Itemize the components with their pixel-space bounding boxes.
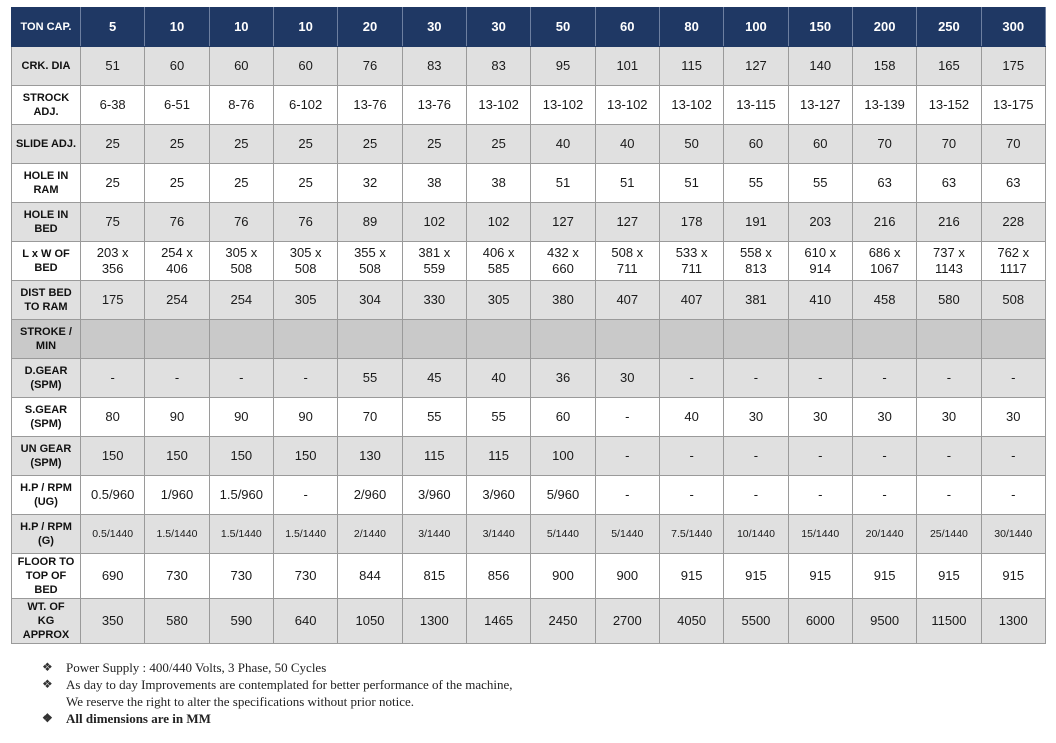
table-cell: 178 — [659, 203, 723, 242]
table-cell: - — [724, 476, 788, 515]
table-cell: 55 — [788, 164, 852, 203]
table-cell: 3/1440 — [466, 515, 530, 554]
row-label-cell: HOLE IN BED — [12, 203, 81, 242]
table-cell: 13-102 — [595, 86, 659, 125]
table-cell: 1050 — [338, 599, 402, 644]
table-cell: 95 — [531, 47, 595, 86]
header-cell: 60 — [595, 8, 659, 47]
table-cell: 76 — [145, 203, 209, 242]
table-cell: 63 — [981, 164, 1045, 203]
table-cell: 305 x 508 — [273, 242, 337, 281]
table-cell: 915 — [724, 554, 788, 599]
table-cell: 90 — [273, 398, 337, 437]
table-cell: 558 x 813 — [724, 242, 788, 281]
table-cell: 191 — [724, 203, 788, 242]
table-cell: 55 — [338, 359, 402, 398]
table-cell — [659, 320, 723, 359]
table-cell — [852, 320, 916, 359]
specification-table — [11, 7, 1046, 644]
table-cell: 13-115 — [724, 86, 788, 125]
row-label-cell: SLIDE ADJ. — [12, 125, 81, 164]
table-cell: 350 — [81, 599, 145, 644]
table-header-row — [12, 8, 1046, 47]
table-cell: 900 — [531, 554, 595, 599]
table-cell: 63 — [917, 164, 981, 203]
table-cell: 590 — [209, 599, 273, 644]
table-cell: 730 — [209, 554, 273, 599]
table-cell: 410 — [788, 281, 852, 320]
table-cell: 254 x 406 — [145, 242, 209, 281]
table-cell: 432 x 660 — [531, 242, 595, 281]
table-cell: 127 — [531, 203, 595, 242]
table-cell: 3/960 — [402, 476, 466, 515]
note-power-supply — [42, 659, 513, 676]
table-row — [12, 437, 1046, 476]
table-cell: 60 — [273, 47, 337, 86]
table-cell: 355 x 508 — [338, 242, 402, 281]
header-cell: 300 — [981, 8, 1045, 47]
table-cell: - — [788, 476, 852, 515]
table-cell: 5/960 — [531, 476, 595, 515]
table-cell: 5/1440 — [531, 515, 595, 554]
table-cell: 13-152 — [917, 86, 981, 125]
table-cell: 10/1440 — [724, 515, 788, 554]
table-row — [12, 554, 1046, 599]
table-cell: 1300 — [981, 599, 1045, 644]
table-cell: - — [659, 437, 723, 476]
table-cell: 83 — [402, 47, 466, 86]
table-cell: 140 — [788, 47, 852, 86]
table-cell: - — [273, 359, 337, 398]
table-cell: 50 — [659, 125, 723, 164]
table-cell: 90 — [145, 398, 209, 437]
table-row — [12, 164, 1046, 203]
table-cell: 381 — [724, 281, 788, 320]
table-cell: 5500 — [724, 599, 788, 644]
table-cell — [595, 320, 659, 359]
table-cell: 3/960 — [466, 476, 530, 515]
table-cell: 89 — [338, 203, 402, 242]
table-cell: - — [659, 359, 723, 398]
table-cell: 127 — [595, 203, 659, 242]
table-cell: 2450 — [531, 599, 595, 644]
table-cell: 915 — [659, 554, 723, 599]
table-cell: 76 — [273, 203, 337, 242]
table-cell: 304 — [338, 281, 402, 320]
table-cell: 4050 — [659, 599, 723, 644]
table-cell: 13-102 — [659, 86, 723, 125]
table-cell — [724, 320, 788, 359]
table-cell: 60 — [531, 398, 595, 437]
table-cell: - — [81, 359, 145, 398]
table-cell: 407 — [595, 281, 659, 320]
table-row — [12, 242, 1046, 281]
table-cell: - — [788, 437, 852, 476]
table-cell: 90 — [209, 398, 273, 437]
table-cell: 1.5/960 — [209, 476, 273, 515]
row-label-cell: HOLE IN RAM — [12, 164, 81, 203]
table-cell: 175 — [81, 281, 145, 320]
table-cell: - — [852, 476, 916, 515]
table-cell: 51 — [595, 164, 659, 203]
table-row — [12, 359, 1046, 398]
table-cell: 844 — [338, 554, 402, 599]
table-cell: 6-102 — [273, 86, 337, 125]
table-cell: 13-139 — [852, 86, 916, 125]
table-cell: 70 — [917, 125, 981, 164]
table-cell: 115 — [659, 47, 723, 86]
table-cell: 216 — [917, 203, 981, 242]
table-cell: 2/1440 — [338, 515, 402, 554]
row-label-cell: D.GEAR (SPM) — [12, 359, 81, 398]
table-row — [12, 86, 1046, 125]
header-cell: 250 — [917, 8, 981, 47]
table-cell: - — [145, 359, 209, 398]
table-cell: 102 — [402, 203, 466, 242]
table-cell: 580 — [917, 281, 981, 320]
table-cell: 32 — [338, 164, 402, 203]
table-cell: 580 — [145, 599, 209, 644]
table-cell: 13-102 — [466, 86, 530, 125]
header-label-cell: TON CAP. — [12, 8, 81, 47]
table-cell: 150 — [81, 437, 145, 476]
table-cell: 730 — [145, 554, 209, 599]
table-cell: 76 — [209, 203, 273, 242]
table-cell: 2700 — [595, 599, 659, 644]
header-cell: 30 — [402, 8, 466, 47]
table-cell: 305 — [273, 281, 337, 320]
table-cell: 115 — [402, 437, 466, 476]
note-improvements-line2: We reserve the right to alter the specifications without prior notice. — [66, 694, 415, 709]
table-row — [12, 281, 1046, 320]
row-label-cell: DIST BED TO RAM — [12, 281, 81, 320]
table-cell: 7.5/1440 — [659, 515, 723, 554]
table-row — [12, 515, 1046, 554]
table-cell: 51 — [659, 164, 723, 203]
table-cell: 25 — [338, 125, 402, 164]
table-cell: 915 — [852, 554, 916, 599]
table-cell: 115 — [466, 437, 530, 476]
table-cell: 45 — [402, 359, 466, 398]
table-cell: 150 — [273, 437, 337, 476]
table-cell: 13-175 — [981, 86, 1045, 125]
row-label-cell: UN GEAR (SPM) — [12, 437, 81, 476]
table-cell: 815 — [402, 554, 466, 599]
table-cell: 216 — [852, 203, 916, 242]
table-cell: - — [595, 398, 659, 437]
table-cell: 25 — [145, 125, 209, 164]
table-cell: - — [659, 476, 723, 515]
table-cell: 1/960 — [145, 476, 209, 515]
table-cell: 55 — [402, 398, 466, 437]
table-cell: 150 — [145, 437, 209, 476]
table-cell: 9500 — [852, 599, 916, 644]
table-cell — [402, 320, 466, 359]
table-cell: 76 — [338, 47, 402, 86]
table-cell: 40 — [531, 125, 595, 164]
table-cell — [338, 320, 402, 359]
table-cell: 13-76 — [338, 86, 402, 125]
table-cell: - — [981, 437, 1045, 476]
header-cell: 80 — [659, 8, 723, 47]
table-cell: 40 — [466, 359, 530, 398]
table-cell: - — [917, 359, 981, 398]
table-cell: - — [788, 359, 852, 398]
table-cell: - — [209, 359, 273, 398]
table-cell: 13-127 — [788, 86, 852, 125]
table-row — [12, 203, 1046, 242]
table-cell: 30 — [788, 398, 852, 437]
table-cell — [273, 320, 337, 359]
table-cell: 15/1440 — [788, 515, 852, 554]
table-row — [12, 320, 1046, 359]
note-power-supply-text: Power Supply : 400/440 Volts, 3 Phase, 50 Cycles — [66, 660, 327, 675]
row-label-cell: S.GEAR (SPM) — [12, 398, 81, 437]
table-cell: 915 — [788, 554, 852, 599]
table-row — [12, 47, 1046, 86]
note-dimensions-text: All dimensions are in MM — [66, 711, 211, 726]
table-cell: 40 — [595, 125, 659, 164]
header-cell: 10 — [209, 8, 273, 47]
table-cell: 737 x 1143 — [917, 242, 981, 281]
table-cell: 380 — [531, 281, 595, 320]
table-cell: - — [852, 437, 916, 476]
table-cell — [145, 320, 209, 359]
row-label-cell: FLOOR TO TOP OF BED — [12, 554, 81, 599]
row-label-cell: H.P / RPM (G) — [12, 515, 81, 554]
table-cell: 30 — [595, 359, 659, 398]
table-cell: 458 — [852, 281, 916, 320]
table-cell: 30 — [981, 398, 1045, 437]
table-cell: 6000 — [788, 599, 852, 644]
table-cell: 60 — [788, 125, 852, 164]
table-cell: 70 — [852, 125, 916, 164]
table-cell — [917, 320, 981, 359]
table-cell: - — [724, 437, 788, 476]
header-cell: 10 — [273, 8, 337, 47]
table-cell: 63 — [852, 164, 916, 203]
table-cell: 533 x 711 — [659, 242, 723, 281]
table-cell: 1.5/1440 — [209, 515, 273, 554]
table-cell: 6-38 — [81, 86, 145, 125]
table-cell: 25 — [466, 125, 530, 164]
table-cell: 407 — [659, 281, 723, 320]
table-cell: 8-76 — [209, 86, 273, 125]
table-cell: 13-76 — [402, 86, 466, 125]
table-row — [12, 125, 1046, 164]
note-dimensions — [42, 710, 513, 727]
table-cell: - — [273, 476, 337, 515]
table-cell: 0.5/960 — [81, 476, 145, 515]
table-cell: 305 — [466, 281, 530, 320]
table-cell: 60 — [209, 47, 273, 86]
table-cell: 150 — [209, 437, 273, 476]
table-cell: 856 — [466, 554, 530, 599]
header-cell: 200 — [852, 8, 916, 47]
table-cell: 508 — [981, 281, 1045, 320]
table-cell — [531, 320, 595, 359]
table-cell — [466, 320, 530, 359]
table-cell: 915 — [917, 554, 981, 599]
table-cell: 25 — [209, 164, 273, 203]
table-cell: 70 — [338, 398, 402, 437]
table-cell: 5/1440 — [595, 515, 659, 554]
table-cell: 690 — [81, 554, 145, 599]
table-cell: 100 — [531, 437, 595, 476]
row-label-cell: CRK. DIA — [12, 47, 81, 86]
table-cell: 25 — [273, 125, 337, 164]
table-cell — [81, 320, 145, 359]
note-improvements — [42, 676, 513, 710]
table-cell: 11500 — [917, 599, 981, 644]
table-cell: 55 — [466, 398, 530, 437]
table-cell: 75 — [81, 203, 145, 242]
table-cell: 13-102 — [531, 86, 595, 125]
table-cell: 30 — [724, 398, 788, 437]
table-cell: 330 — [402, 281, 466, 320]
table-cell: 203 x 356 — [81, 242, 145, 281]
diamond-bullet-icon: ❖ — [42, 660, 53, 674]
table-cell: 25/1440 — [917, 515, 981, 554]
header-cell: 20 — [338, 8, 402, 47]
table-cell: 127 — [724, 47, 788, 86]
table-cell: 254 — [209, 281, 273, 320]
table-cell — [209, 320, 273, 359]
table-cell: - — [852, 359, 916, 398]
table-cell: 25 — [273, 164, 337, 203]
table-cell: 3/1440 — [402, 515, 466, 554]
header-cell: 100 — [724, 8, 788, 47]
row-label-cell: STROKE / MIN — [12, 320, 81, 359]
table-cell — [788, 320, 852, 359]
table-cell: 175 — [981, 47, 1045, 86]
table-row — [12, 398, 1046, 437]
table-cell: 254 — [145, 281, 209, 320]
table-cell: 20/1440 — [852, 515, 916, 554]
table-cell: 228 — [981, 203, 1045, 242]
table-cell: - — [724, 359, 788, 398]
table-cell: 762 x 1117 — [981, 242, 1045, 281]
table-row — [12, 476, 1046, 515]
table-cell: 203 — [788, 203, 852, 242]
row-label-cell: WT. OF KG APPROX — [12, 599, 81, 644]
table-cell: 36 — [531, 359, 595, 398]
specification-table-body — [12, 8, 1046, 644]
table-cell: 30 — [917, 398, 981, 437]
table-cell: 1465 — [466, 599, 530, 644]
row-label-cell: H.P / RPM (UG) — [12, 476, 81, 515]
table-cell: 158 — [852, 47, 916, 86]
table-cell: 406 x 585 — [466, 242, 530, 281]
table-cell: 80 — [81, 398, 145, 437]
header-cell: 5 — [81, 8, 145, 47]
header-cell: 150 — [788, 8, 852, 47]
table-cell: - — [981, 359, 1045, 398]
table-cell: 30/1440 — [981, 515, 1045, 554]
table-cell: 0.5/1440 — [81, 515, 145, 554]
table-cell: 1.5/1440 — [145, 515, 209, 554]
table-cell: 38 — [466, 164, 530, 203]
table-cell: 25 — [402, 125, 466, 164]
table-cell: 130 — [338, 437, 402, 476]
table-cell: 508 x 711 — [595, 242, 659, 281]
table-cell: 2/960 — [338, 476, 402, 515]
table-cell: 915 — [981, 554, 1045, 599]
header-cell: 30 — [466, 8, 530, 47]
table-cell: 60 — [724, 125, 788, 164]
table-cell: - — [917, 476, 981, 515]
note-improvements-line1: As day to day Improvements are contemplated for better performance of the machine, — [66, 677, 513, 692]
table-cell: 305 x 508 — [209, 242, 273, 281]
table-cell: 900 — [595, 554, 659, 599]
table-cell: 51 — [81, 47, 145, 86]
table-cell: 25 — [81, 164, 145, 203]
table-cell: 38 — [402, 164, 466, 203]
table-cell: - — [917, 437, 981, 476]
table-cell: 640 — [273, 599, 337, 644]
diamond-bullet-icon: ❖ — [42, 711, 53, 725]
table-cell: 25 — [81, 125, 145, 164]
table-cell: 102 — [466, 203, 530, 242]
notes-list — [42, 659, 513, 727]
table-cell: 101 — [595, 47, 659, 86]
header-cell: 50 — [531, 8, 595, 47]
row-label-cell: L x W OF BED — [12, 242, 81, 281]
row-label-cell: STROCK ADJ. — [12, 86, 81, 125]
header-cell: 10 — [145, 8, 209, 47]
table-cell: 730 — [273, 554, 337, 599]
table-cell: - — [595, 476, 659, 515]
table-cell: 60 — [145, 47, 209, 86]
table-cell: 30 — [852, 398, 916, 437]
table-cell: 165 — [917, 47, 981, 86]
table-cell: 83 — [466, 47, 530, 86]
table-cell: - — [595, 437, 659, 476]
table-cell: 40 — [659, 398, 723, 437]
table-cell: 1300 — [402, 599, 466, 644]
table-row — [12, 599, 1046, 644]
table-cell: 25 — [209, 125, 273, 164]
table-cell: 381 x 559 — [402, 242, 466, 281]
table-cell — [981, 320, 1045, 359]
table-cell: 55 — [724, 164, 788, 203]
table-cell: 610 x 914 — [788, 242, 852, 281]
table-cell: 1.5/1440 — [273, 515, 337, 554]
table-cell: 6-51 — [145, 86, 209, 125]
table-cell: - — [981, 476, 1045, 515]
diamond-bullet-icon: ❖ — [42, 677, 53, 691]
table-cell: 686 x 1067 — [852, 242, 916, 281]
table-cell: 25 — [145, 164, 209, 203]
table-cell: 51 — [531, 164, 595, 203]
table-cell: 70 — [981, 125, 1045, 164]
